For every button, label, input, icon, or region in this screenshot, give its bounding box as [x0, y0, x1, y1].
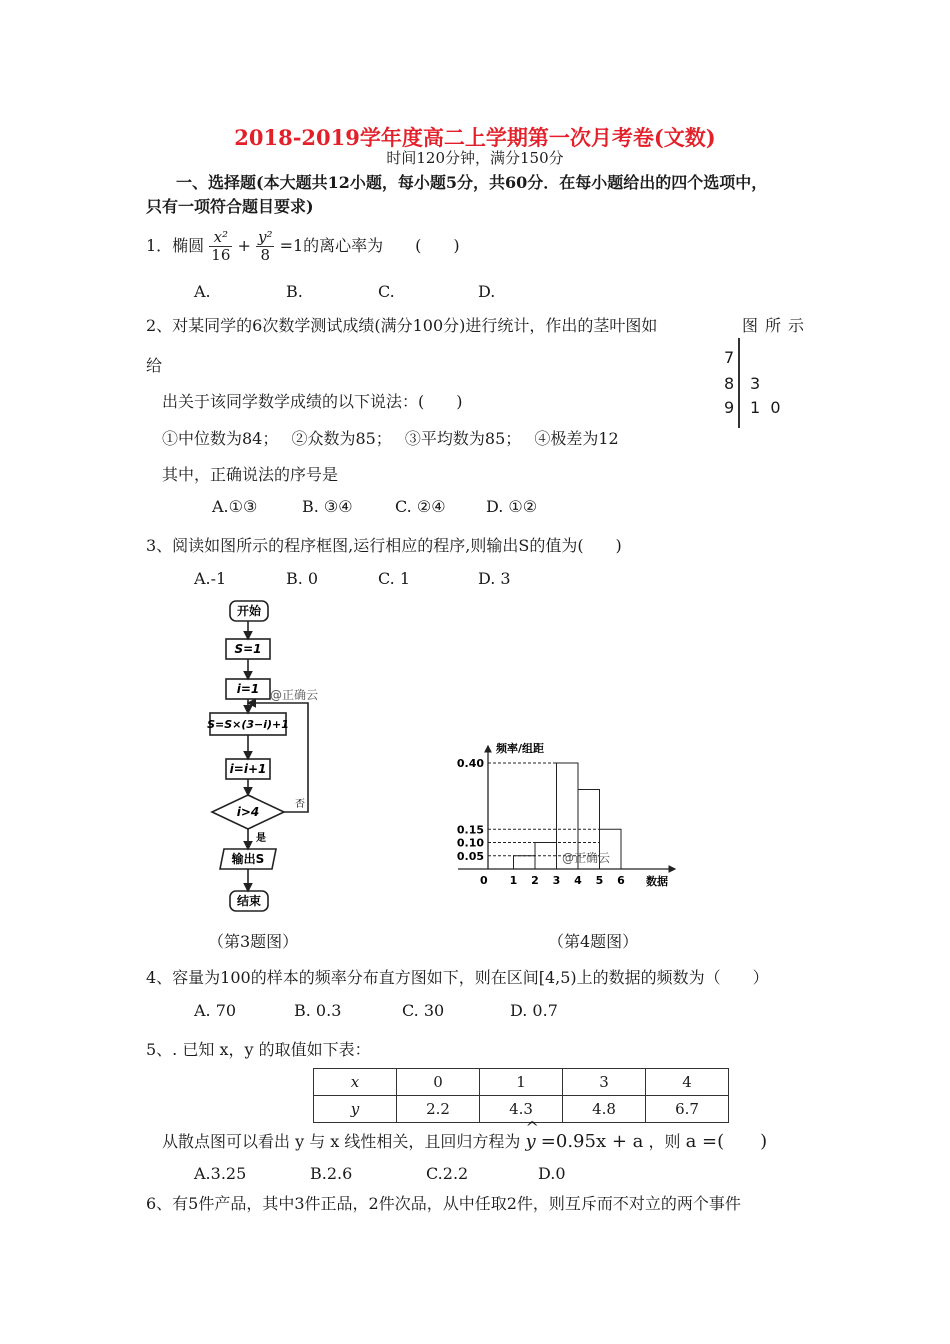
hist-bar — [514, 856, 536, 869]
q5-option-d: D.0 — [538, 1164, 566, 1183]
q3-option-a: A.-1 — [194, 569, 227, 588]
leaves-9: 1 0 — [750, 398, 781, 417]
q3-caption: （第3题图） — [208, 932, 299, 951]
xy-x-cell: 0 — [397, 1069, 480, 1096]
q4-option-b: B. 0.3 — [294, 1001, 342, 1020]
q2-line5: 其中，正确说法的序号是 — [162, 465, 339, 484]
q1-fraction-y: $\frac{\text{y²}}{8}$ — [257, 228, 273, 264]
q5-equation: =0.95x + a — [540, 1131, 644, 1152]
hist-xlabel: 数据 — [646, 875, 668, 888]
xy-x-cell: 3 — [563, 1069, 646, 1096]
hist-x-tick: 3 — [552, 874, 561, 887]
xy-y-header: y — [314, 1096, 397, 1123]
stem-7: 7 — [724, 348, 735, 367]
q1-option-b: B. — [286, 282, 303, 301]
question-1 — [146, 226, 460, 266]
hist-x-tick: 2 — [531, 874, 539, 887]
q1-prefix: 1．椭圆 — [146, 236, 205, 255]
flow-yes-label: 是 — [256, 833, 266, 844]
exam-title: 2018-2019学年度高二上学期第一次月考卷(文数) — [234, 125, 716, 150]
hist-y-tick: 0.10 — [456, 836, 484, 850]
q5-line2-post: ，则 — [648, 1132, 681, 1151]
section-heading-cont: 只有一项符合题目要求) — [146, 197, 314, 216]
flow-watermark: @正确云 — [270, 688, 319, 702]
xy-table-row-y — [314, 1096, 729, 1123]
xy-x-cell: 1 — [480, 1069, 563, 1096]
q2-statements: ①中位数为84； ②众数为85； ③平均数为85； ④极差为12 — [162, 429, 619, 448]
flow-no-label: 否 — [295, 799, 305, 810]
leaves-8: 3 — [750, 374, 761, 393]
q1-option-c: C. — [378, 282, 395, 301]
hist-y-tick: 0.15 — [456, 823, 484, 837]
hist-y-tick: 0.05 — [456, 849, 484, 863]
hist-x-tick: 4 — [574, 874, 582, 887]
hist-x-tick: 5 — [595, 874, 604, 887]
flow-output-label: 输出S — [231, 852, 265, 866]
q4-option-a: A. 70 — [194, 1001, 237, 1020]
exam-subtitle: 时间120分钟，满分150分 — [386, 149, 564, 167]
q5-option-c: C.2.2 — [426, 1164, 469, 1183]
flow-start-label: 开始 — [236, 604, 262, 618]
flow-update-i-label: i=i+1 — [229, 762, 267, 776]
xy-y-cell: 4.3 — [480, 1096, 563, 1123]
flow-condition-label: i>4 — [236, 805, 260, 819]
stem-leaf-plot — [716, 338, 796, 430]
q5-line2 — [162, 1127, 767, 1153]
hist-x-tick: 1 — [509, 874, 518, 887]
q2-option-c: C. ②④ — [395, 497, 446, 516]
q5-option-a: A.3.25 — [194, 1164, 247, 1183]
xy-table — [313, 1068, 729, 1123]
hist-origin: 0 — [480, 874, 488, 887]
q5-line2-pre: 从散点图可以看出 y 与 x 线性相关，且回归方程为 — [162, 1132, 521, 1151]
question-5: 5、. 已知 x，y 的取值如下表： — [146, 1040, 371, 1059]
q3-option-b: B. 0 — [286, 569, 319, 588]
q1-option-d: D. — [478, 282, 496, 301]
section-heading: 一、选择题(本大题共12小题，每小题5分，共60分．在每小题给出的四个选项中， — [176, 173, 768, 192]
xy-y-cell: 4.8 — [563, 1096, 646, 1123]
flow-init-s-label: S=1 — [234, 642, 262, 656]
q1-plus: + — [237, 236, 251, 255]
stem-9: 9 — [724, 398, 735, 417]
xy-table-row-x — [314, 1069, 729, 1096]
stem-divider — [738, 338, 740, 428]
xy-y-cell: 2.2 — [397, 1096, 480, 1123]
q4-caption: （第4题图） — [548, 932, 639, 951]
q3-option-d: D. 3 — [478, 569, 511, 588]
q2-option-d: D. ①② — [486, 497, 538, 516]
q5-option-b: B.2.6 — [310, 1164, 353, 1183]
hist-watermark: @正确云 — [562, 851, 611, 865]
q1-option-a: A. — [194, 282, 211, 301]
q2-option-b: B. ③④ — [302, 497, 353, 516]
question-2: 2、对某同学的6次数学测试成绩(满分100分)进行统计，作出的茎叶图如 — [146, 316, 658, 335]
hist-ylabel: 频率/组距 — [496, 742, 545, 755]
question-6: 6、有5件产品，其中3件正品，2件次品，从中任取2件，则互斥而不对立的两个事件 — [146, 1194, 741, 1213]
flowchart — [200, 595, 330, 915]
q5-yhat: ^ y — [526, 1131, 536, 1152]
q3-option-c: C. 1 — [378, 569, 411, 588]
flow-init-i-label: i=1 — [236, 682, 260, 696]
flow-update-s-label: S=S×(3−i)+1 — [207, 718, 289, 731]
q2-line3: 出关于该同学数学成绩的以下说法：( ) — [162, 392, 463, 411]
stem-8: 8 — [724, 374, 735, 393]
xy-x-header: x — [314, 1069, 397, 1096]
q2-option-a: A.①③ — [212, 497, 258, 516]
hist-y-tick: 0.40 — [456, 757, 484, 770]
xy-y-cell: 6.7 — [646, 1096, 729, 1123]
q1-suffix: =1的离心率为 ( ) — [279, 236, 460, 255]
question-3: 3、阅读如图所示的程序框图,运行相应的程序,则输出S的值为( ) — [146, 536, 622, 555]
q4-option-d: D. 0.7 — [510, 1001, 558, 1020]
q4-option-c: C. 30 — [402, 1001, 445, 1020]
q1-fraction-x: $\frac{\text{x²}}{16}$ — [211, 228, 231, 264]
xy-x-cell: 4 — [646, 1069, 729, 1096]
question-4: 4、容量为100的样本的频率分布直方图如下，则在区间[4,5)上的数据的频数为（ ） — [146, 968, 769, 987]
q2-line1-tail: 图所示 — [742, 316, 812, 335]
q2-line2: 给 — [146, 356, 163, 375]
hist-x-tick: 6 — [617, 874, 625, 887]
flow-end-label: 结束 — [236, 894, 262, 908]
histogram — [450, 738, 690, 898]
q5-a-eq: a =( ) — [685, 1131, 768, 1152]
